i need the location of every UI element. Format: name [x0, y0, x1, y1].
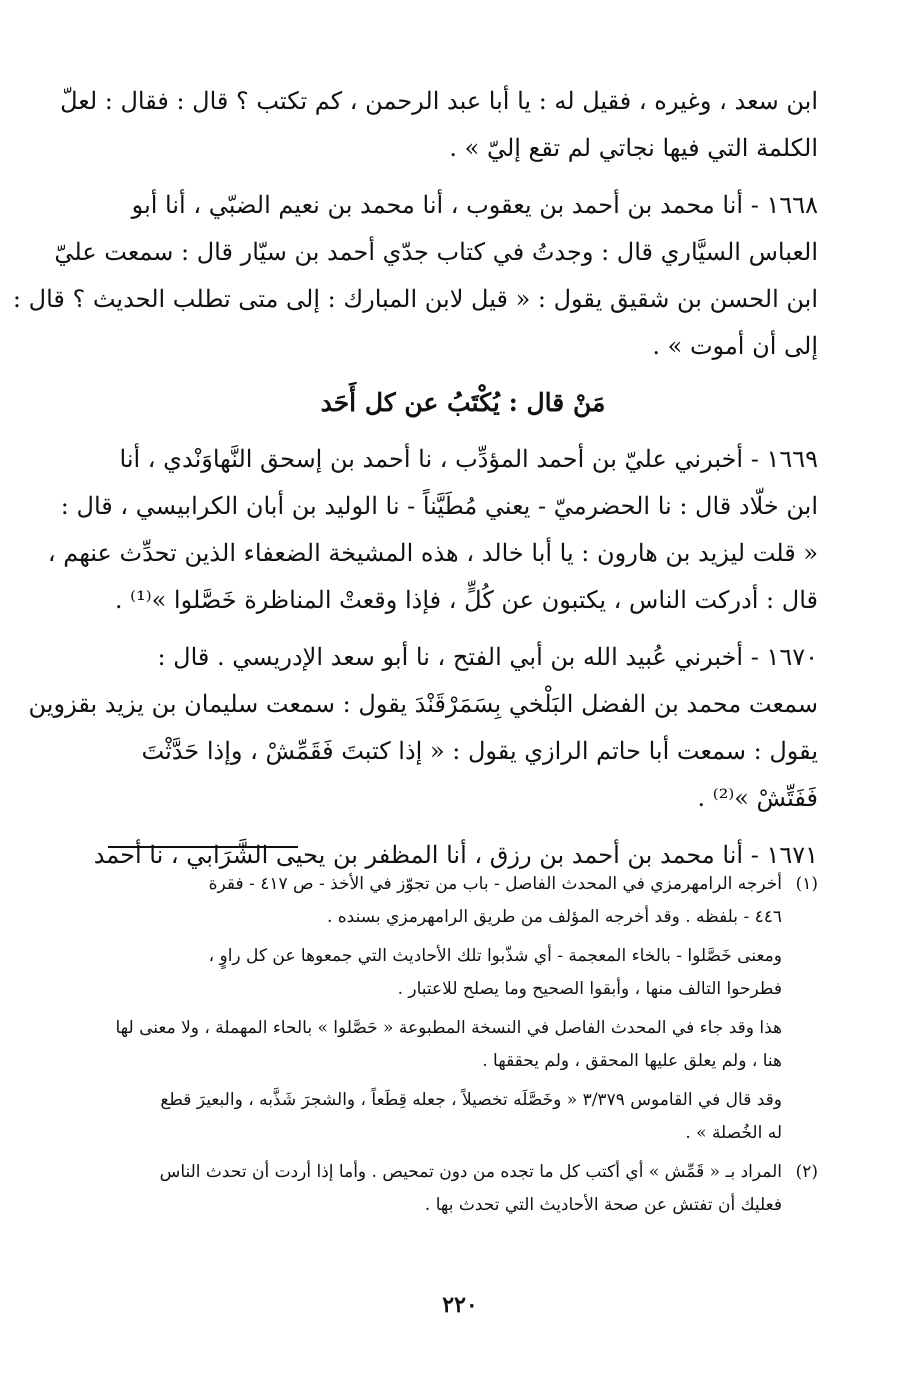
footnote-line: فعليك أن تفتش عن صحة الأحاديث التي تحدث بها .	[424, 1195, 782, 1215]
paragraph-1668	[12, 182, 818, 370]
text-line: إلى أن أموت » .	[652, 332, 818, 360]
footnote-line: له الخُصلة » .	[685, 1123, 782, 1143]
text-line: قال : أدركت الناس ، يكتبون عن كُلٍّ ، فإذا وقعتْ المناظرة خَصَّلوا »⁽¹⁾ .	[114, 586, 818, 614]
footnote-body	[108, 1156, 782, 1222]
text-line: يقول : سمعت أبا حاتم الرازي يقول : « إذا كتبتَ فَقَمِّشْ ، وإذا حَدَّثْتَ	[141, 737, 818, 765]
text-line: فَفَتِّشْ »⁽²⁾ .	[697, 784, 818, 812]
paragraph	[60, 78, 818, 172]
footnotes	[108, 868, 818, 1228]
footnote-line: هنا ، ولم يعلق عليها المحقق ، ولم يحققها .	[482, 1051, 782, 1071]
text-line: ابن خلّاد قال : نا الحضرميّ - يعني مُطَيَّناً - نا الوليد بن أبان الكرابيسي ، قال :	[60, 492, 818, 520]
footnote-line: أخرجه الرامهرمزي في المحدث الفاصل - باب من تجوّز في الأخذ - ص ٤١٧ - فقرة	[208, 874, 782, 894]
text-line: ١٦٦٨ - أنا محمد بن أحمد بن يعقوب ، أنا محمد بن نعيم الضبّي ، أنا أبو	[131, 191, 818, 219]
footnote-divider	[108, 846, 298, 848]
text-line: الكلمة التي فيها نجاتي لم تقع إليّ » .	[449, 134, 818, 162]
page-number: ٢٢٠	[442, 1292, 478, 1318]
text-line: « قلت ليزيد بن هارون : يا أبا خالد ، هذه المشيخة الضعفاء الذين تحدِّث عنهم ،	[47, 539, 818, 567]
paragraph-1669	[47, 436, 818, 624]
footnote-number: (١)	[795, 874, 818, 894]
text-line: سمعت محمد بن الفضل البَلْخي بِسَمَرْقَنْدَ يقول : سمعت سليمان بن يزيد بقزوين	[28, 690, 818, 718]
footnote-line: ٤٤٦ - بلفظه . وقد أخرجه المؤلف من طريق الرامهرمزي بسنده .	[326, 907, 782, 927]
text-line: ابن سعد ، وغيره ، فقيل له : يا أبا عبد الرحمن ، كم تكتب ؟ قال : فقال : لعلّ	[60, 87, 818, 115]
footnote-line: فطرحوا التالف منها ، وأبقوا الصحيح وما يصلح للاعتبار .	[397, 979, 782, 999]
footnote-2	[108, 1156, 818, 1222]
section-heading: مَنْ قال : يُكْتَبُ عن كل أَحَد	[320, 388, 606, 417]
footnote-1-continuation	[108, 940, 818, 1006]
footnote-line: ومعنى خَصَّلوا - بالخاء المعجمة - أي شذّبوا تلك الأحاديث التي جمعوها عن كل راوٍ ،	[208, 946, 782, 966]
footnote-line: المراد بـ « قَمِّش » أي أكتب كل ما تجده من دون تمحيص . وأما إذا أردت أن تحدث الناس	[159, 1162, 782, 1182]
footnote-1-continuation	[108, 1012, 818, 1078]
text-line: العباس السيَّاري قال : وجدتُ في كتاب جدّي أحمد بن سيّار قال : سمعت عليّ	[54, 238, 818, 266]
text-line: ١٦٧١ - أنا محمد بن أحمد بن رزق ، أنا المظفر بن يحيى الشَّرَابي ، نا أحمد	[93, 841, 818, 869]
text-line: ابن الحسن بن شقيق يقول : « قيل لابن المبارك : إلى متى تطلب الحديث ؟ قال :	[12, 285, 818, 313]
footnote-1	[108, 868, 818, 934]
paragraph-1670	[28, 634, 818, 822]
footnote-1-continuation	[108, 1084, 818, 1150]
main-text	[12, 78, 818, 889]
footnote-line: وقد قال في القاموس ٣/٣٧٩ « وخَصَّلَه تخصيلاً ، جعله قِطَعاً ، والشجرَ شَذَّبه ، والبعيرَ قطع	[160, 1090, 782, 1110]
text-line: ١٦٧٠ - أخبرني عُبيد الله بن أبي الفتح ، نا أبو سعد الإدريسي . قال :	[157, 643, 818, 671]
footnote-body	[108, 868, 782, 934]
footnote-line: هذا وقد جاء في المحدث الفاصل في النسخة المطبوعة « حَصَّلوا » بالحاء المهملة ، ولا معنى لها	[115, 1018, 782, 1038]
footnote-number: (٢)	[795, 1162, 818, 1182]
text-line: ١٦٦٩ - أخبرني عليّ بن أحمد المؤدِّب ، نا أحمد بن إسحق النَّهاوَنْدي ، أنا	[119, 445, 818, 473]
